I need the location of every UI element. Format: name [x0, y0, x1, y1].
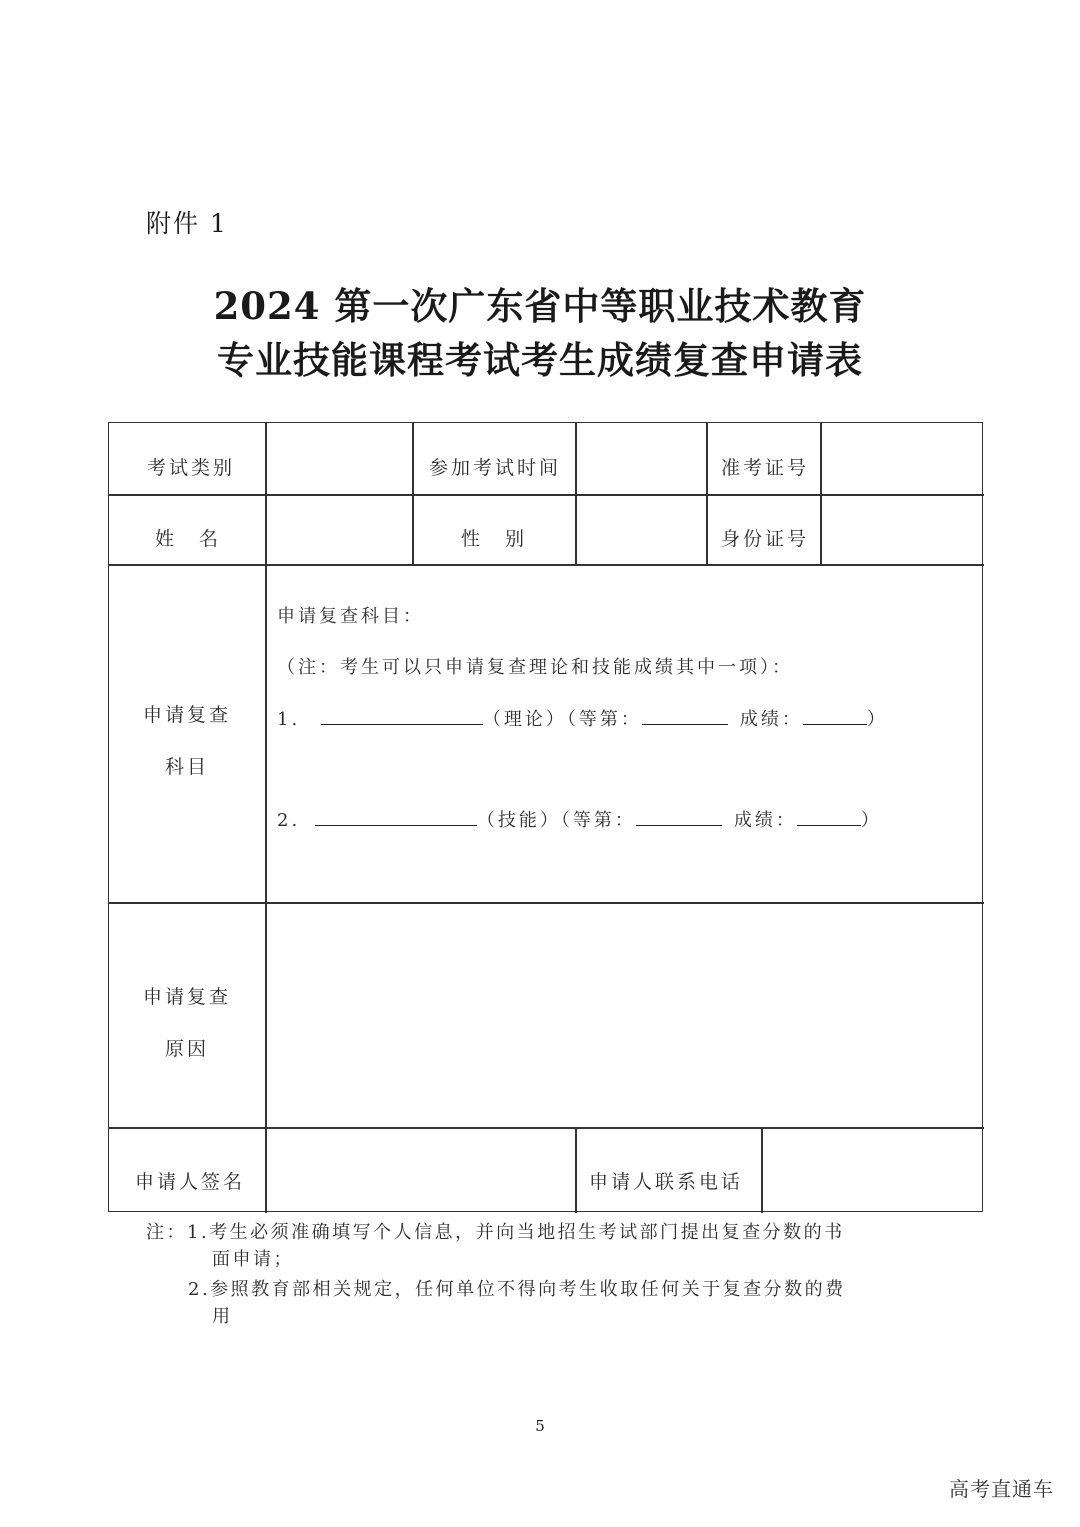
theory-subject-blank[interactable]: [321, 704, 483, 725]
page-number: 5: [535, 1417, 545, 1435]
skill-score-label: 成绩：: [733, 810, 797, 831]
admission-no-field[interactable]: [822, 425, 982, 493]
exam-type-field[interactable]: [267, 425, 411, 493]
gender-field[interactable]: [577, 496, 705, 563]
subjects-label: [109, 689, 265, 793]
subject-item-1-number: 1.: [277, 709, 301, 730]
exam-time-field[interactable]: [577, 425, 705, 493]
subjects-note: （注：考生可以只申请复查理论和技能成绩其中一项）：: [277, 657, 793, 678]
id-no-field[interactable]: [822, 496, 982, 563]
subject-item-2: [277, 805, 882, 832]
note-line-2: 面申请；: [212, 1249, 294, 1270]
theory-grade-blank[interactable]: [642, 704, 728, 725]
note-1-text: 1.考生必须准确填写个人信息，并向当地招生考试部门提出复查分数的书: [187, 1222, 845, 1243]
admission-no-label: 准考证号: [721, 457, 810, 479]
note-line-4: 用: [212, 1306, 233, 1327]
skill-score-blank[interactable]: [797, 805, 861, 826]
note-line-1: [146, 1218, 845, 1244]
phone-field[interactable]: [763, 1129, 982, 1211]
theory-type-label: （理论）（等第：: [482, 709, 642, 730]
reason-label-line-1: 申请复查: [142, 986, 231, 1008]
notes-prefix: 注：: [146, 1222, 187, 1243]
subject-item-2-number: 2.: [277, 810, 301, 831]
title-line-2: 专业技能课程考试考生成绩复查申请表: [217, 338, 863, 382]
attachment-label: 附件 1: [146, 209, 228, 238]
phone-label: 申请人联系电话: [589, 1171, 744, 1193]
watermark-text: 高考直通车: [949, 1477, 1054, 1501]
exam-time-label: 参加考试时间: [429, 457, 562, 479]
signature-field[interactable]: [267, 1129, 574, 1211]
signature-label: 申请人签名: [135, 1171, 246, 1193]
skill-grade-blank[interactable]: [636, 805, 722, 826]
col-divider: [412, 423, 414, 564]
title-line-1: 2024 第一次广东省中等职业技术教育: [213, 284, 867, 328]
reason-field[interactable]: [267, 904, 982, 1126]
note-line-3: 2.参照教育部相关规定，任何单位不得向考生收取任何关于复查分数的费: [188, 1279, 846, 1300]
row-divider: [109, 564, 984, 566]
theory-score-blank[interactable]: [803, 704, 867, 725]
name-field[interactable]: [267, 496, 411, 563]
application-form-table: [108, 422, 983, 1212]
id-no-label: 身份证号: [721, 528, 810, 550]
name-label: 姓 名: [155, 528, 222, 550]
gender-label: 性 别: [461, 528, 528, 550]
subjects-label-line-1: 申请复查: [142, 704, 231, 726]
col-divider: [575, 1127, 577, 1213]
reason-label: [109, 971, 265, 1075]
skill-close: ）: [860, 810, 882, 831]
exam-type-label: 考试类别: [147, 457, 236, 479]
reason-label-line-2: 原因: [164, 1038, 209, 1060]
subject-item-1: [277, 704, 888, 731]
skill-subject-blank[interactable]: [315, 805, 477, 826]
col-divider: [706, 423, 708, 564]
subjects-label-line-2: 科目: [164, 756, 209, 778]
skill-type-label: （技能）（等第：: [476, 810, 636, 831]
theory-score-label: 成绩：: [739, 709, 803, 730]
theory-close: ）: [866, 709, 888, 730]
subjects-intro: 申请复查科目：: [277, 606, 424, 627]
